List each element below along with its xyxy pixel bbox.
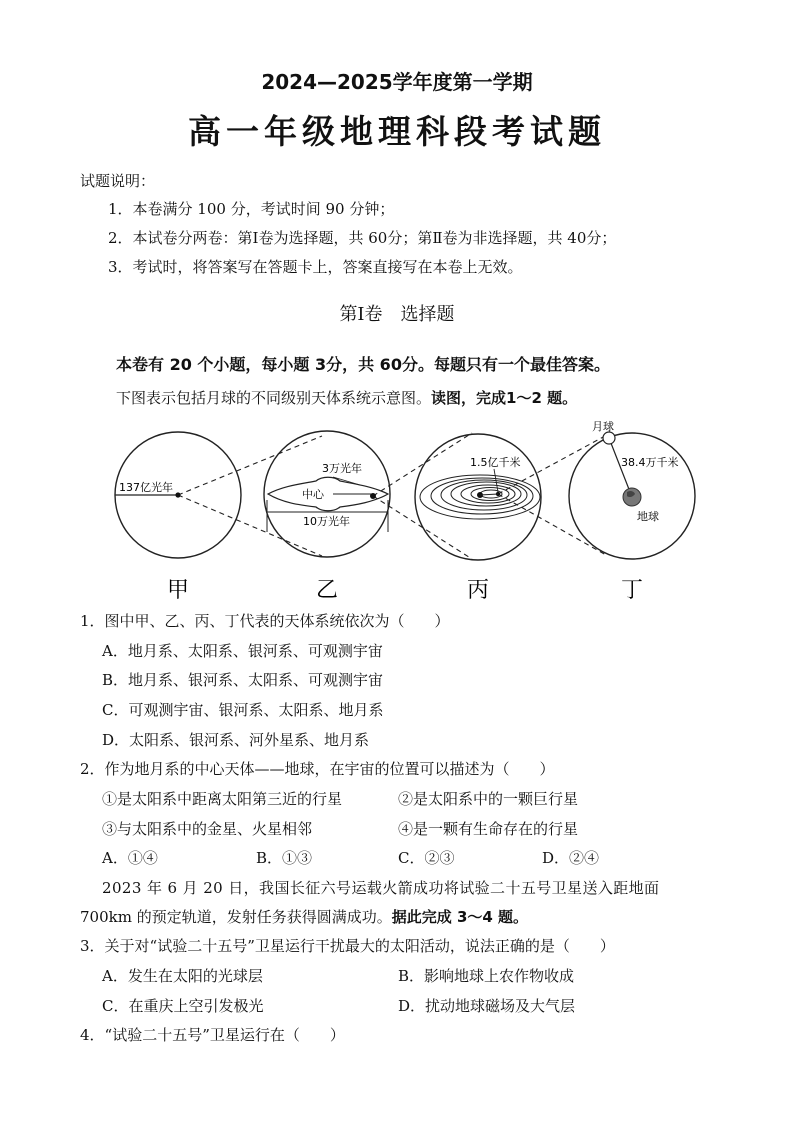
section-title: 第Ⅰ卷 选择题 <box>339 304 455 325</box>
ding-earth-label: 地球 <box>637 510 659 523</box>
question-2-statement: ③与太阳系中的金星、火星相邻 <box>102 820 313 838</box>
question-2-option: D．②④ <box>542 849 600 867</box>
question-2-statement: ④是一颗有生命存在的行星 <box>398 820 579 838</box>
question-3-stem: 3．关于对“试验二十五号”卫星运行干扰最大的太阳活动，说法正确的是（ ） <box>80 937 615 955</box>
figure-lead-instruction: 读图，完成1～2 题。 <box>431 389 578 407</box>
question-3-option: B．影响地球上农作物收成 <box>398 967 575 985</box>
bing-distance-label: 1.5亿千米 <box>470 456 521 469</box>
question-2-option: B．①③ <box>256 849 313 867</box>
connector-line <box>373 433 472 496</box>
exam-year-line: 2024—2025学年度第一学期 <box>261 70 533 94</box>
center-dot <box>175 492 180 497</box>
caption-jia: 甲 <box>166 578 190 603</box>
earth-symbol <box>623 488 641 506</box>
diagram-ding <box>569 419 695 559</box>
question-2-stem: 2．作为地月系的中心天体——地球，在宇宙的位置可以描述为（ ） <box>80 760 555 778</box>
sun-position-dot <box>370 493 376 499</box>
question-1-option: D．太阳系、银河系、河外星系、地月系 <box>102 731 370 749</box>
diagram-yi <box>264 431 390 557</box>
question-1-stem: 1．图中甲、乙、丙、丁代表的天体系统依次为（ ） <box>80 612 450 630</box>
ding-distance-label: 38.4万千米 <box>621 456 679 469</box>
connector-line <box>498 494 606 555</box>
instruction-item: 1．本卷满分 100 分，考试时间 90 分钟； <box>108 200 395 218</box>
question-4-stem: 4．“试验二十五号”卫星运行在（ ） <box>80 1026 345 1044</box>
instruction-item: 3．考试时，将答案写在答题卡上，答案直接写在本卷上无效。 <box>108 258 523 276</box>
question-2-statement: ②是太阳系中的一颗巨行星 <box>398 790 579 808</box>
caption-yi: 乙 <box>315 578 339 603</box>
figure-lead <box>116 387 577 408</box>
instructions-label: 试题说明： <box>80 172 156 190</box>
jia-radius-label: 137亿光年 <box>119 481 173 494</box>
instruction-item: 2．本试卷分两卷：第Ⅰ卷为选择题，共 60分；第Ⅱ卷为非选择题，共 40分； <box>108 229 617 247</box>
passage-line <box>80 906 528 927</box>
ding-moon-label: 月球 <box>592 420 614 433</box>
leader-line <box>333 477 360 485</box>
connector-line <box>178 495 322 556</box>
connector-line <box>178 436 322 495</box>
section-intro: 本卷有 20 个小题，每小题 3分，共 60分。每题只有一个最佳答案。 <box>116 355 610 374</box>
passage-text: 700km 的预定轨道，发射任务获得圆满成功。 <box>80 908 392 926</box>
yi-bottom-label: 10万光年 <box>303 515 350 528</box>
celestial-systems-diagram <box>0 410 794 605</box>
caption-bing: 丙 <box>466 578 490 603</box>
question-3-option: D．扰动地球磁场及大气层 <box>398 997 576 1015</box>
question-2-statement: ①是太阳系中距离太阳第三近的行星 <box>102 790 343 808</box>
exam-title: 高一年级地理科段考试题 <box>188 112 606 151</box>
passage-instruction: 据此完成 3～4 题。 <box>391 908 529 926</box>
question-2-option: C．②③ <box>398 849 455 867</box>
question-2-option: A．①④ <box>102 849 158 867</box>
yi-top-label: 3万光年 <box>322 462 362 475</box>
question-1-option: C．可观测宇宙、银河系、太阳系、地月系 <box>102 701 384 719</box>
question-1-option: B．地月系、银河系、太阳系、可观测宇宙 <box>102 671 384 689</box>
passage-line: 2023 年 6 月 20 日，我国长征六号运载火箭成功将试验二十五号卫星送入距地面 <box>102 879 660 897</box>
diagram-bing <box>415 434 541 560</box>
question-1-option: A．地月系、太阳系、银河系、可观测宇宙 <box>102 642 383 660</box>
question-3-option: A．发生在太阳的光球层 <box>102 967 263 985</box>
yi-center-label: 中心 <box>302 488 324 501</box>
diagram-jia <box>115 432 241 558</box>
moon-symbol <box>603 432 615 444</box>
question-3-option: C．在重庆上空引发极光 <box>102 997 264 1015</box>
figure-lead-text: 下图表示包括月球的不同级别天体系统示意图。 <box>116 389 432 407</box>
caption-ding: 丁 <box>620 578 644 603</box>
